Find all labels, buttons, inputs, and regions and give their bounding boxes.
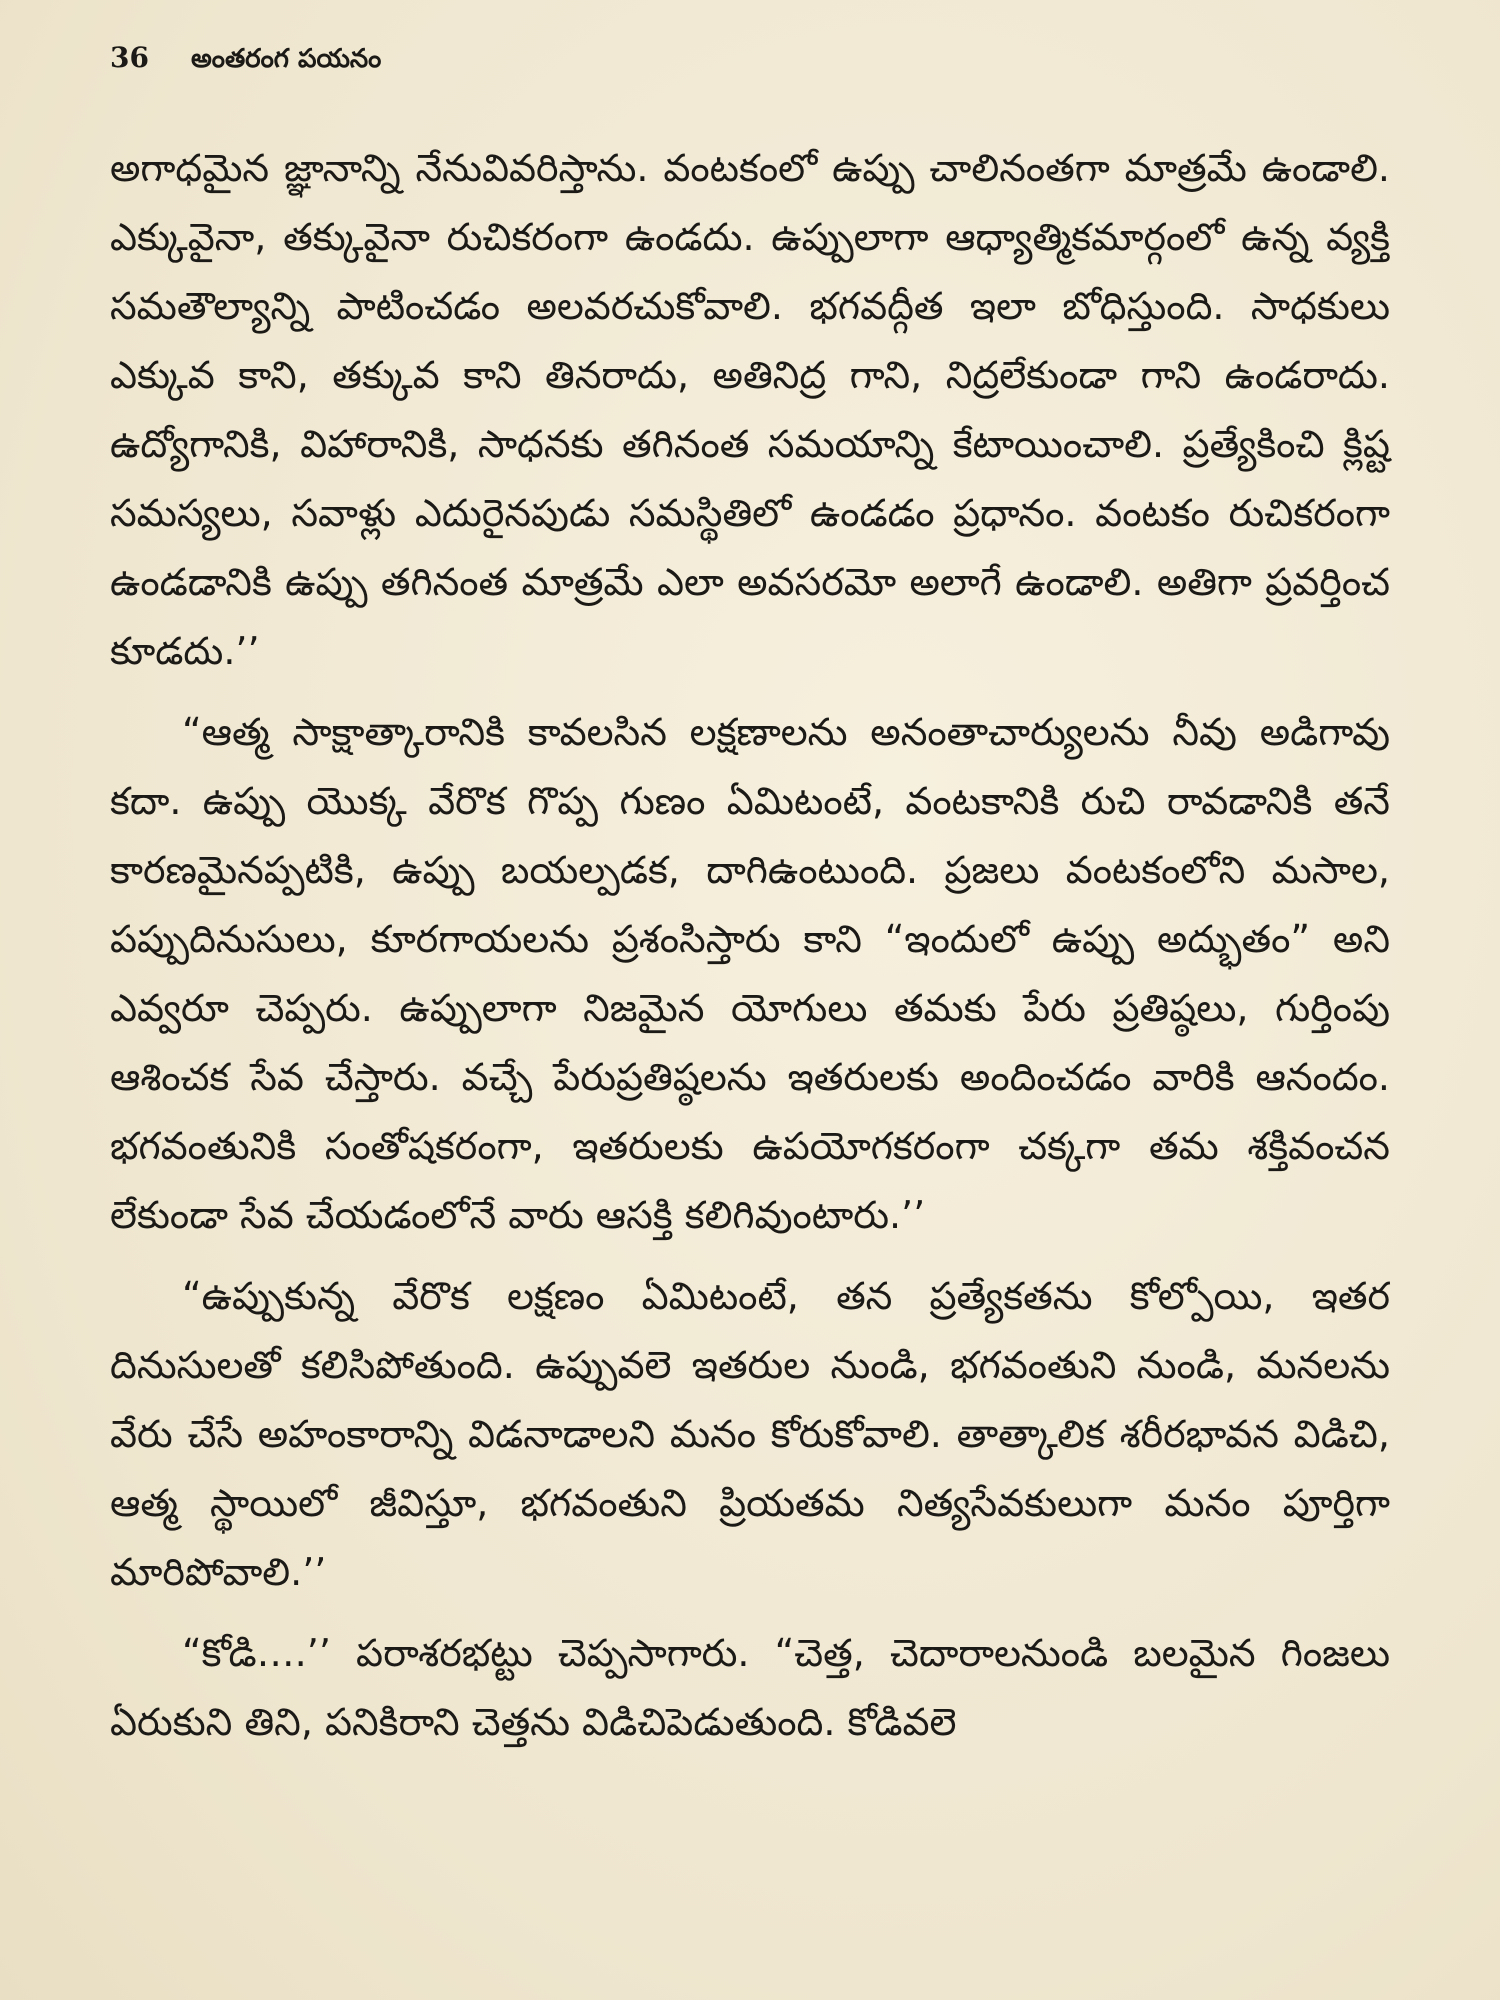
paragraph-4: “కోడి….’’ పరాశరభట్టు చెప్పసాగారు. “చెత్త, చెదారాలనుండి బలమైన గింజలు ఏరుకుని తిని, పనికిరాని చెత్తను విడిచిపెడుతుంది. కోడివలె [110, 1631, 1390, 1744]
paragraph-3: “ఉప్పుకున్న వేరొక లక్షణం ఏమిటంటే, తన ప్రత్యేకతను కోల్పోయి, ఇతర దినుసులతో కలిసిపోతుంది. ఉప్పువలె ఇతరుల నుండి, భగవంతుని నుండి, మనలను వేరు చేసే అహంకారాన్ని విడనాడాలని మనం కోరుకోవాలి. తాత్కాలిక శరీరభావన విడిచి, ఆత్మ స్థాయిలో జీవిస్తూ, భగవంతుని ప్రియతమ నిత్యసేవకులుగా మనం పూర్తిగా మారిపోవాలి.’’ [110, 1274, 1390, 1594]
page-number: 36 [110, 41, 149, 74]
book-title: అంతరంగ పయనం [190, 44, 382, 74]
paragraph-1: అగాధమైన జ్ఞానాన్ని నేనువివరిస్తాను. వంటకంలో ఉప్పు చాలినంతగా మాత్రమే ఉండాలి. ఎక్కువైనా, తక్కువైనా రుచికరంగా ఉండదు. ఉప్పులాగా ఆధ్యాత్మికమార్గంలో ఉన్న వ్యక్తి సమతౌల్యాన్ని పాటించడం అలవరచుకోవాలి. భగవద్గీత ఇలా బోధిస్తుంది. సాధకులు ఎక్కువ కాని, తక్కువ కాని తినరాదు, అతినిద్ర గాని, నిద్రలేకుండా గాని ఉండరాదు. ఉద్యోగానికి, విహారానికి, సాధనకు తగినంత సమయాన్ని కేటాయించాలి. ప్రత్యేకించి క్లిష్ట సమస్యలు, సవాళ్లు ఎదురైనపుడు సమస్థితిలో ఉండడం ప్రధానం. వంటకం రుచికరంగా ఉండడానికి ఉప్పు తగినంత మాత్రమే ఎలా అవసరమో అలాగే ఉండాలి. అతిగా ప్రవర్తించ కూడదు.’’ [110, 146, 1390, 673]
running-head [110, 34, 1390, 82]
body-text [110, 134, 1390, 1757]
paragraph-2: “ఆత్మ సాక్షాత్కారానికి కావలసిన లక్షణాలను అనంతాచార్యులను నీవు అడిగావు కదా. ఉప్పు యొక్క వేరొక గొప్ప గుణం ఏమిటంటే, వంటకానికి రుచి రావడానికి తనే కారణమైనప్పటికి, ఉప్పు బయల్పడక, దాగిఉంటుంది. ప్రజలు వంటకంలోని మసాల, పప్పుదినుసులు, కూరగాయలను ప్రశంసిస్తారు కాని “ఇందులో ఉప్పు అద్భుతం” అని ఎవ్వరూ చెప్పరు. ఉప్పులాగా నిజమైన యోగులు తమకు పేరు ప్రతిష్ఠలు, గుర్తింపు ఆశించక సేవ చేస్తారు. వచ్చే పేరుప్రతిష్ఠలను ఇతరులకు అందించడం వారికి ఆనందం. భగవంతునికి సంతోషకరంగా, ఇతరులకు ఉపయోగకరంగా చక్కగా తమ శక్తివంచన లేకుండా సేవ చేయడంలోనే వారు ఆసక్తి కలిగివుంటారు.’’ [110, 710, 1390, 1237]
